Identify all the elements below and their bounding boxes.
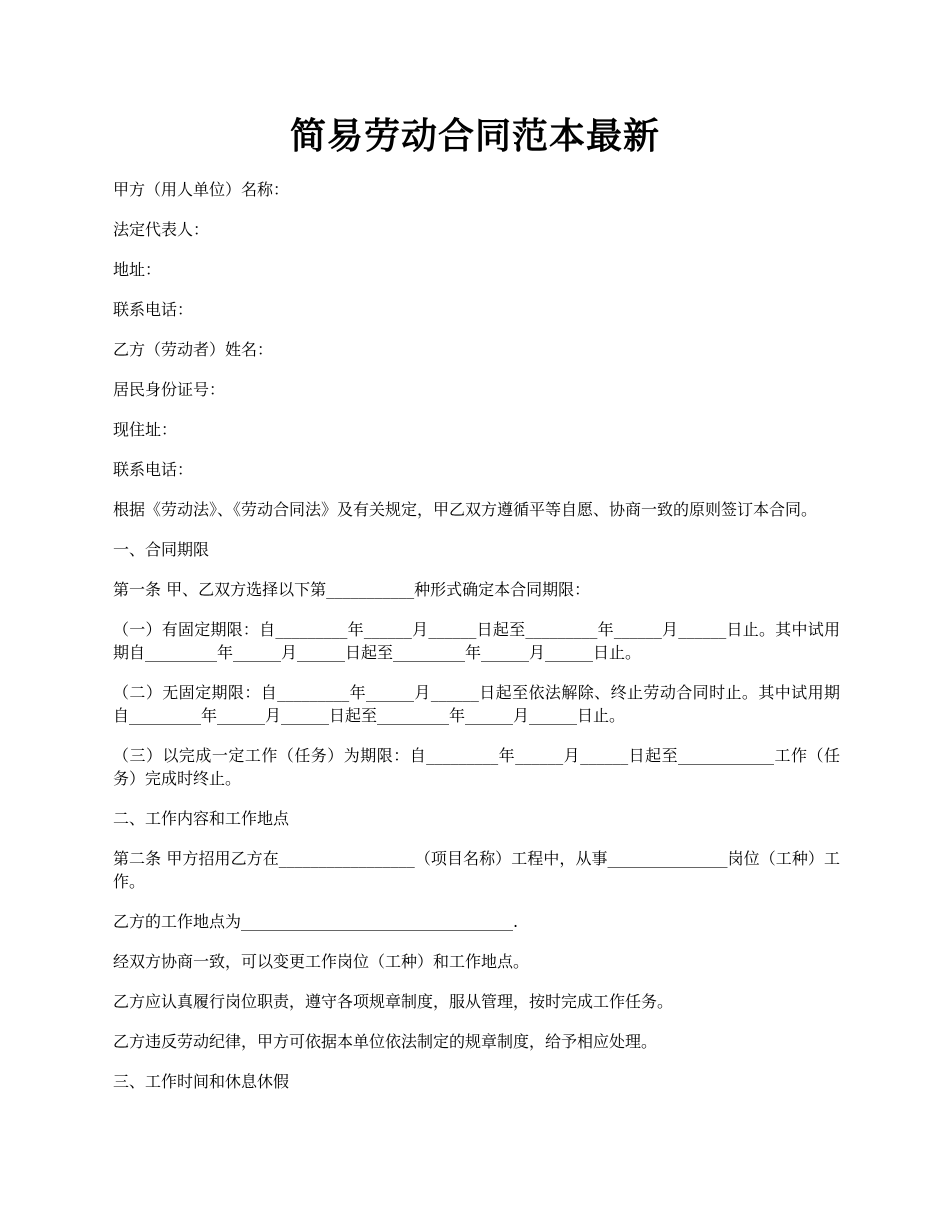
term-option-task-based: （三）以完成一定工作（任务）为期限：自_________年______月______日起至____________工作（任务）完成时终止。 — [113, 746, 840, 788]
address-line: 地址： — [113, 260, 162, 279]
section-heading-work-content: 二、工作内容和工作地点 — [113, 809, 290, 828]
section-heading-contract-term: 一、合同期限 — [113, 540, 210, 559]
current-address-line: 现住址： — [113, 420, 178, 439]
article-2: 第二条 甲方招用乙方在_________________（项目名称）工程中，从事_______________岗位（工种）工作。 — [113, 849, 840, 891]
party-b-phone-line: 联系电话： — [113, 460, 194, 479]
term-option-open-ended: （二）无固定期限：自_________年______月______日起至依法解除、终止劳动合同时止。其中试用期自_________年______月______日起至_________年______月______日止。 — [113, 683, 840, 725]
change-agreement-line: 经双方协商一致，可以变更工作岗位（工种）和工作地点。 — [113, 952, 530, 971]
party-a-phone-line: 联系电话： — [113, 300, 194, 319]
party-b-name-line: 乙方（劳动者）姓名： — [113, 340, 274, 359]
duties-line: 乙方应认真履行岗位职责，遵守各项规章制度，服从管理，按时完成工作任务。 — [113, 992, 674, 1011]
id-number-line: 居民身份证号： — [113, 380, 226, 399]
section-heading-working-hours: 三、工作时间和休息休假 — [113, 1072, 290, 1091]
document-title: 简易劳动合同范本最新 — [289, 115, 660, 157]
party-a-name-line: 甲方（用人单位）名称： — [113, 180, 290, 199]
legal-representative-line: 法定代表人： — [113, 220, 210, 239]
term-option-fixed: （一）有固定期限：自_________年______月______日起至_________年______月______日止。其中试用期自_________年______月______日起至_________年______月______日止。 — [113, 620, 840, 662]
document-body — [113, 178, 840, 1110]
work-location-line: 乙方的工作地点为__________________________________. — [113, 912, 519, 931]
preamble-paragraph: 根据《劳动法》、《劳动合同法》及有关规定，甲乙双方遵循平等自愿、协商一致的原则签订本合同。 — [113, 500, 818, 519]
article-1: 第一条 甲、乙双方选择以下第___________种形式确定本合同期限： — [113, 580, 591, 599]
discipline-line: 乙方违反劳动纪律，甲方可依据本单位依法制定的规章制度，给予相应处理。 — [113, 1032, 658, 1051]
